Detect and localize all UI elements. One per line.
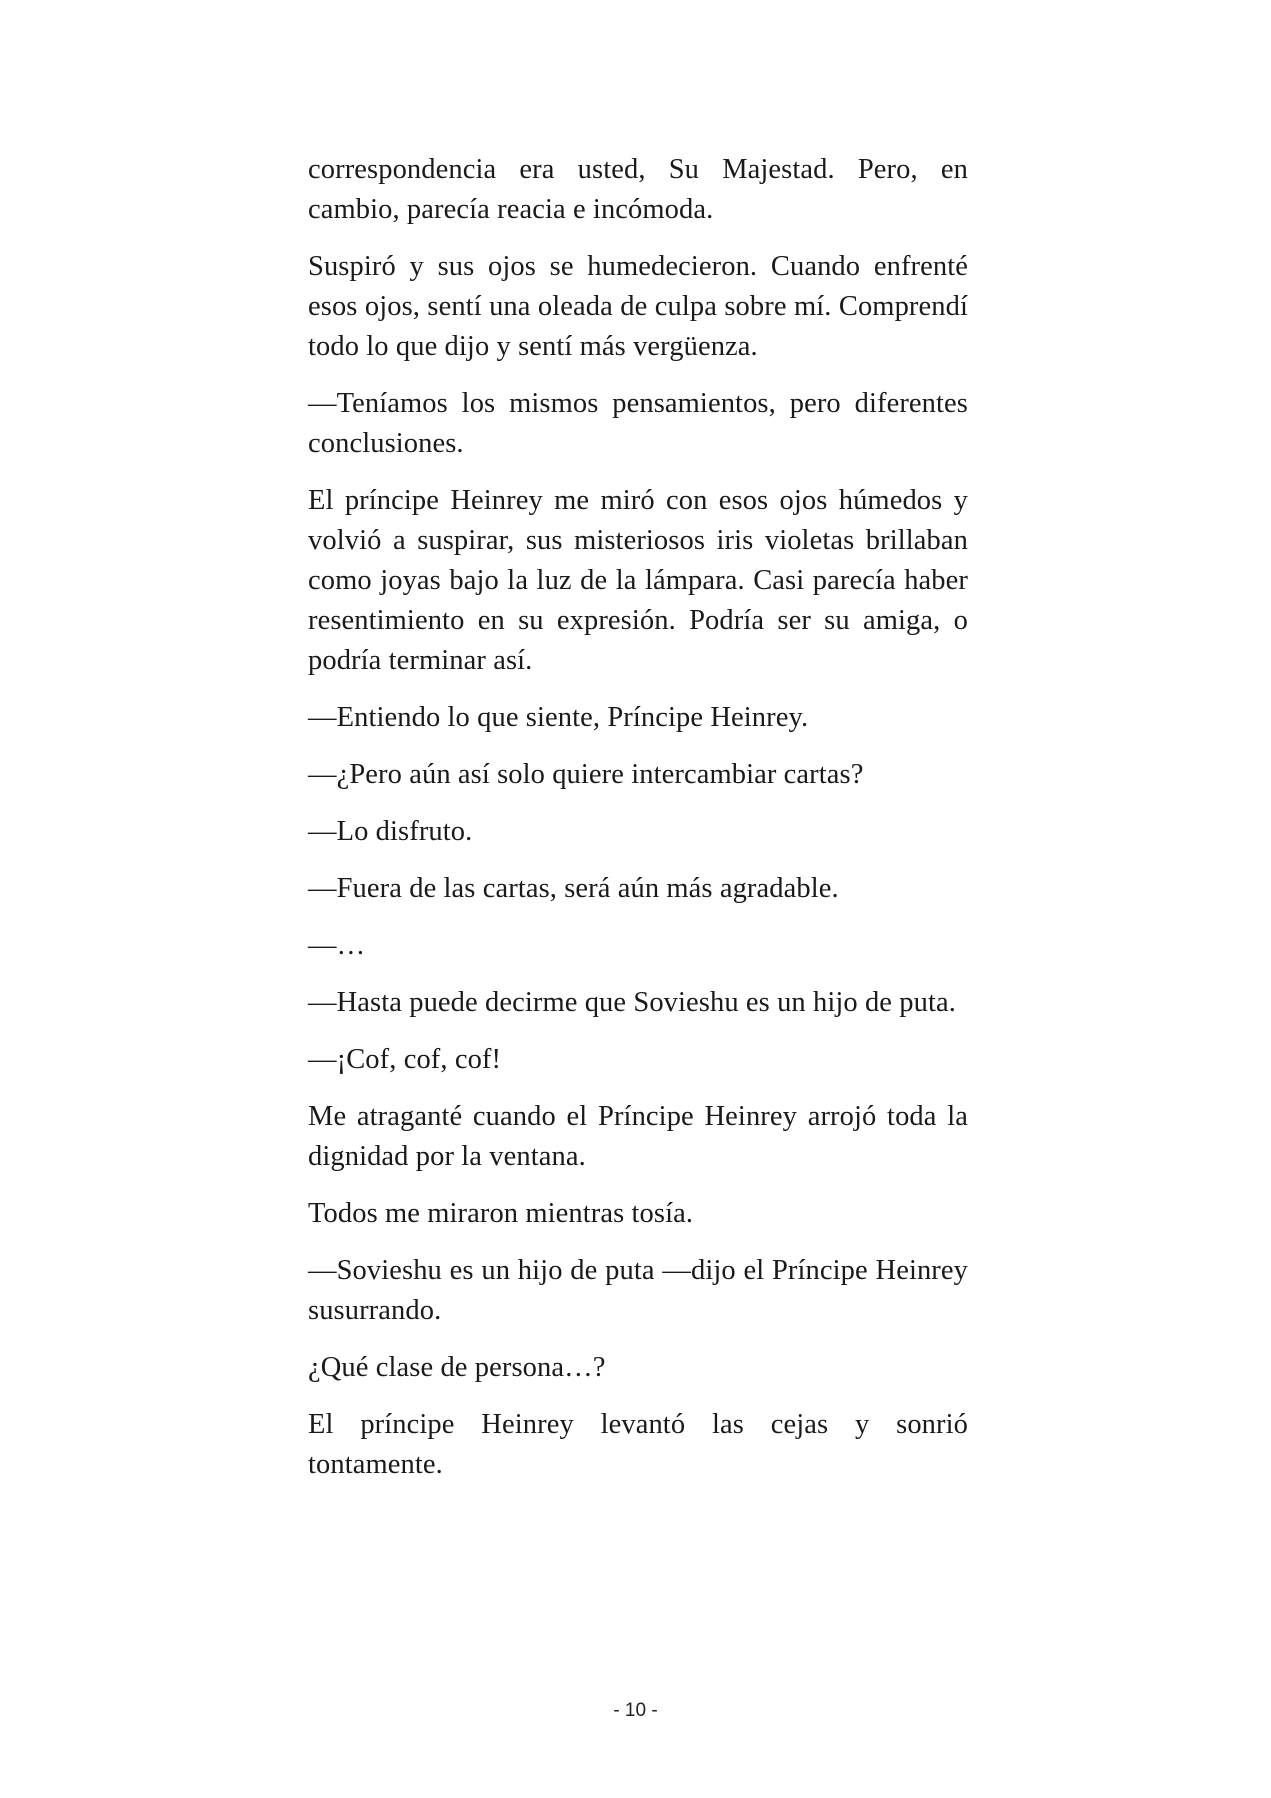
paragraph: ¿Qué clase de persona…? [308,1352,606,1383]
paragraph: correspondencia era usted, Su Majestad. Pero, en cambio, parecía reacia e incómoda. [308,154,968,225]
text-column [308,150,968,1502]
paragraph: —Entiendo lo que siente, Príncipe Heinrey. [308,702,809,733]
paragraph: —… [308,930,366,961]
paragraph: —Sovieshu es un hijo de puta —dijo el Príncipe Heinrey susurrando. [308,1255,968,1326]
paragraph: El príncipe Heinrey levantó las cejas y sonrió tontamente. [308,1409,968,1480]
paragraph: Todos me miraron mientras tosía. [308,1198,694,1229]
paragraph: —¡Cof, cof, cof! [308,1044,502,1075]
paragraph: —Teníamos los mismos pensamientos, pero diferentes conclusiones. [308,388,968,459]
paragraph: —Hasta puede decirme que Sovieshu es un hijo de puta. [308,987,956,1018]
page-number: - 10 - [613,1700,658,1721]
paragraph: —Lo disfruto. [308,816,473,847]
paragraph: Me atraganté cuando el Príncipe Heinrey arrojó toda la dignidad por la ventana. [308,1101,968,1172]
paragraph: Suspiró y sus ojos se humedecieron. Cuando enfrenté esos ojos, sentí una oleada de culpa sobre mí. Comprendí todo lo que dijo y sentí más vergüenza. [308,251,968,362]
paragraph: El príncipe Heinrey me miró con esos ojos húmedos y volvió a suspirar, sus misteriosos iris violetas brillaban como joyas bajo la luz de la lámpara. Casi parecía haber resentimiento en su expresión. Podría ser su amiga, o podría terminar así. [308,485,968,676]
paragraph: —Fuera de las cartas, será aún más agradable. [308,873,839,904]
paragraph: —¿Pero aún así solo quiere intercambiar cartas? [308,759,864,790]
